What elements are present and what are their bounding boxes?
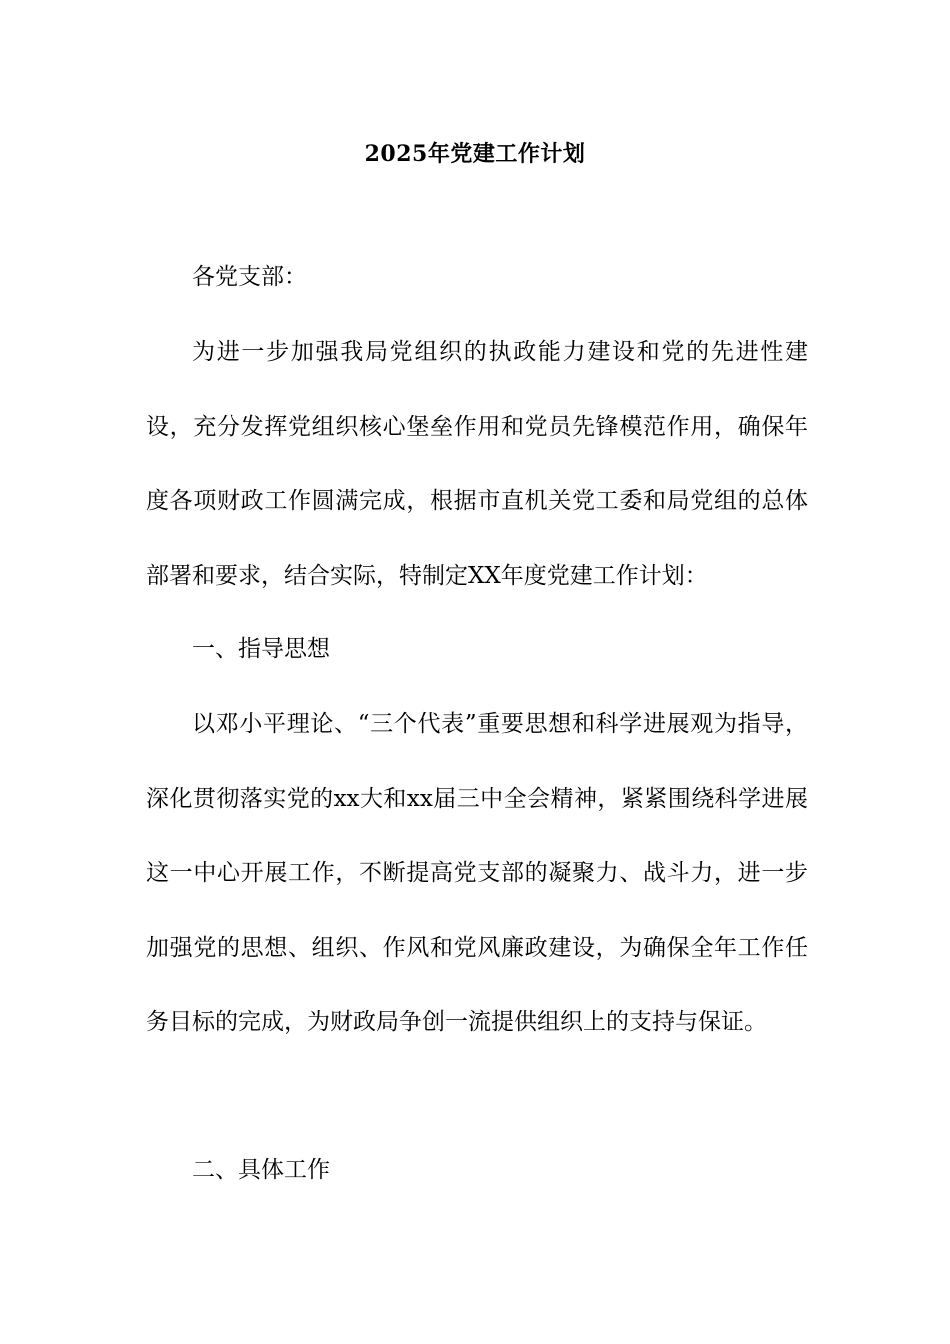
document-title: 2025年党建工作计划 [364, 141, 586, 167]
intro-paragraph: 为进一步加强我局党组织的执政能力建设和党的先进性建设，充分发挥党组织核心堡垒作用和党员先锋模范作用，确保年度各项财政工作圆满完成，根据市直机关党工委和局党组的总体部署和要求，结合实际，特制定XX年度党建工作计划： [146, 339, 808, 589]
salutation: 各党支部： [192, 264, 307, 290]
guiding-thought-paragraph: 以邓小平理论、“三个代表”重要思想和科学进展观为指导，深化贯彻落实党的xx大和xx届三中全会精神，紧紧围绕科学进展这一中心开展工作，不断提高党支部的凝聚力、战斗力，进一步加强党的思想、组织、作风和党风廉政建设，为确保全年工作任务目标的完成，为财政局争创一流提供组织上的支持与保证。 [146, 711, 808, 1035]
section-heading-guiding-thought: 一、指导思想 [192, 636, 330, 662]
section-heading-specific-work: 二、具体工作 [192, 1157, 330, 1183]
